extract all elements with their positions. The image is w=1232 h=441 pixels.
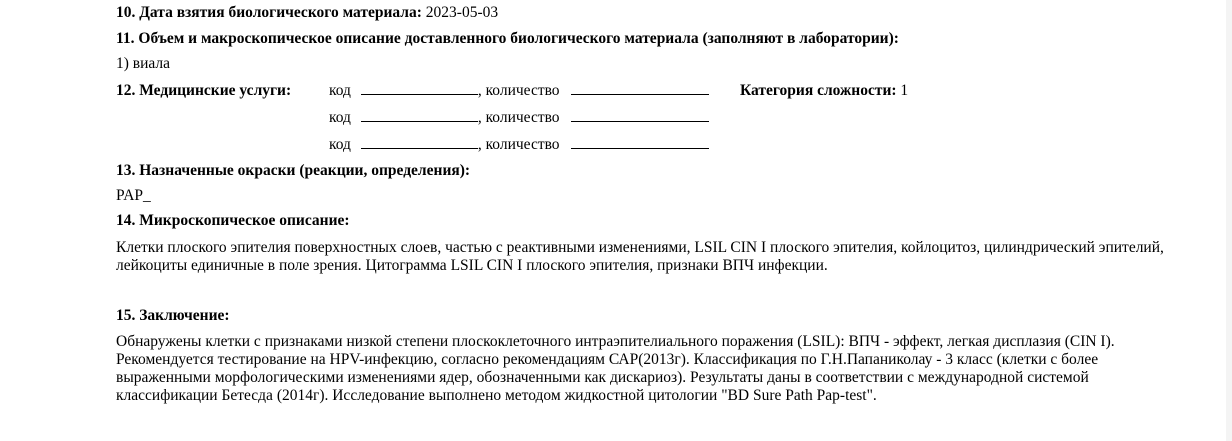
collection-date-line [116, 4, 498, 22]
material-description-heading: 11. Объем и макроскопическое описание доставленного биологического материала (заполняют в лаборатории): [116, 30, 899, 47]
service-quantity-label: , количество [477, 136, 560, 153]
service-code-blank [361, 109, 478, 122]
microscopic-description-text: Клетки плоского эпителия поверхностных слоев, частью с реактивными изменениями, LSIL CIN I плоского эпителия, койлоцитоз, цилиндрический эпителий, лейкоциты единичные в поле зрения. Цитограмма LSIL CIN I плоского эпителия, признаки ВПЧ инфекции. [116, 239, 1164, 274]
service-row-1 [329, 82, 709, 100]
medical-services-heading: 12. Медицинские услуги: [116, 82, 292, 99]
service-quantity-blank [571, 109, 709, 122]
service-quantity-label: , количество [477, 82, 560, 99]
stains-heading: 13. Назначенные окраски (реакции, определения): [116, 162, 471, 179]
service-quantity-label: , количество [477, 109, 560, 126]
service-row-2 [329, 109, 709, 127]
conclusion-heading: 15. Заключение: [116, 307, 230, 324]
collection-date-heading: 10. Дата взятия биологического материала: [116, 4, 422, 21]
service-quantity-blank [571, 82, 709, 95]
service-code-label: код [329, 136, 351, 153]
collection-date-value: 2023-05-03 [425, 4, 499, 21]
service-row-3 [329, 136, 709, 154]
complexity-category-value: 1 [900, 82, 909, 99]
service-code-label: код [329, 82, 351, 99]
service-code-label: код [329, 109, 351, 126]
complexity-category [740, 82, 908, 100]
service-quantity-blank [571, 136, 709, 149]
service-code-blank [361, 82, 478, 95]
stains-value: PAP_ [116, 187, 151, 204]
complexity-category-label: Категория сложности: [740, 82, 897, 99]
material-description-value: 1) виала [116, 55, 171, 72]
service-code-blank [361, 136, 478, 149]
microscopic-description-heading: 14. Микроскопическое описание: [116, 212, 350, 229]
page-scrollbar[interactable] [1226, 0, 1232, 441]
conclusion-text: Обнаружены клетки с признаками низкой степени плоскоклеточного интраэпителиального поражения (LSIL): ВПЧ - эффект, легкая дисплазия (CIN I). Рекомендуется тестирование на HPV-инфекцию, согласно рекомендациям САР(2013г). Классификация по Г.Н.Папаниколау - 3 класс (клетки с более выраженными морфологическими изменениями ядер, обозначенными как дискариоз). Результаты даны в соответствии с международной системой классификации Бетесда (2014г). Исследование выполнено методом жидкостной цитологии "BD Sure Path Pap-test". [116, 333, 1115, 404]
